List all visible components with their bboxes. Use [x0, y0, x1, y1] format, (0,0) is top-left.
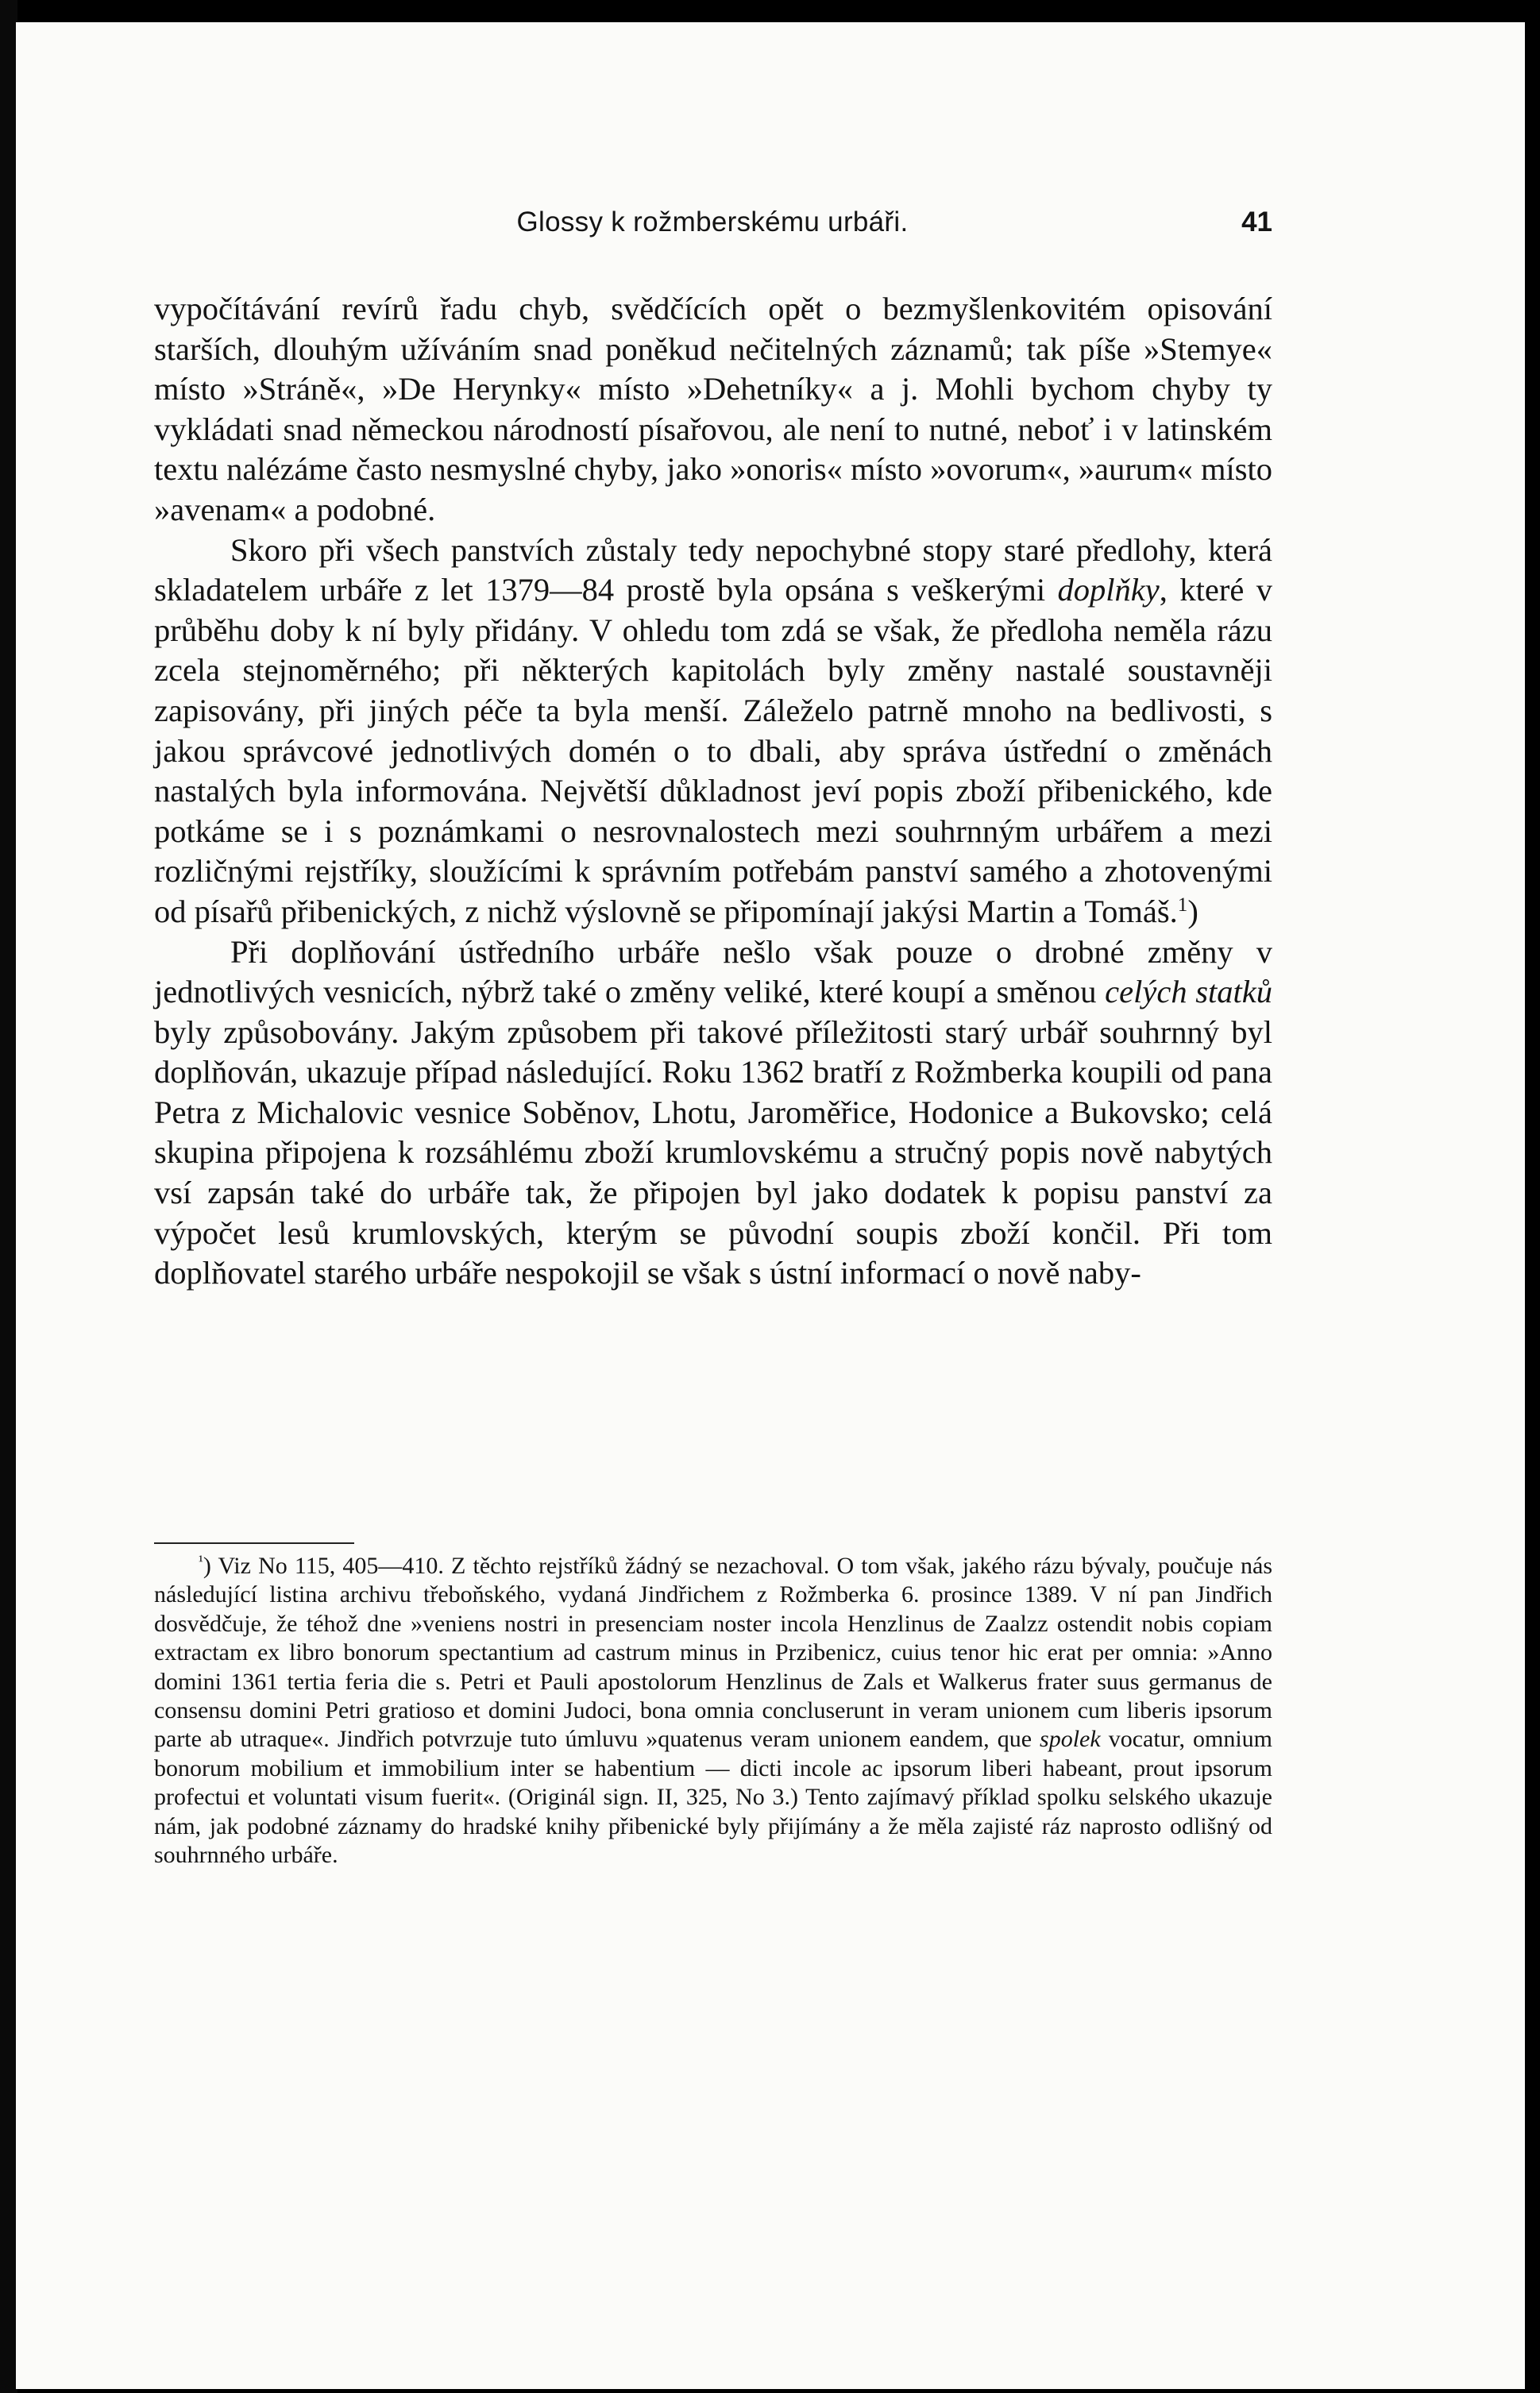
paragraph-1 [154, 289, 1272, 531]
page-header [152, 206, 1272, 257]
italic-doplnky: doplňky [1057, 572, 1160, 608]
scan-edge-shadow [0, 0, 17, 2393]
paragraph-2 [154, 531, 1272, 932]
footnote [154, 1552, 1272, 1870]
footnote-divider [154, 1542, 354, 1544]
italic-spolek: spolek [1040, 1726, 1101, 1753]
paragraph-3 [154, 932, 1272, 1294]
paragraph-2-text-a: Skoro při všech panstvích zůstaly tedy nepochybné stopy staré předlohy, která skladatelem urbáře z let 1379—84 prostě byla opsána s veškerými [154, 531, 1272, 608]
footnote-reference: 1 [1177, 894, 1188, 917]
main-text [154, 289, 1272, 1294]
running-title: Glossy k rožmberskému urbáři. [516, 206, 909, 237]
paragraph-3-text-b: byly způsobovány. Jakým způsobem při takové příležitosti starý urbář souhrnný byl doplňován, ukazuje případ následující. Roku 1362 bratří z Rožmberka koupili od pana Petra z Michalovic vesnice Soběnov, Lhotu, Jaroměřice, Hodonice a Bukovsko; celá skupina připojena k rozsáhlému zboží krumlovskému a stručný popis nově nabytých vsí zapsán také do urbáře tak, že připojen byl jako dodatek k popisu panství za výpočet lesů krumlovských, kterým se původní soupis zboží končil. Při tom doplňovatel starého urbáře nespokojil se však s ústní informací o nově naby- [154, 1013, 1272, 1291]
page-number: 41 [1241, 206, 1272, 237]
paragraph-3-text-a: Při doplňování ústředního urbáře nešlo však pouze o drobné změny v jednotlivých vesnicích, nýbrž také o změny veliké, které koupí a směnou [154, 933, 1272, 1010]
footnote-reference-paren: ) [1187, 893, 1198, 929]
italic-celych-statku: celých statků [1105, 974, 1273, 1010]
footnote-text-b: vocatur, omnium bonorum mobilium et immobilium inter se habentium — dicti incole ac ipsorum liberi habeant, prout ipsorum profectui et voluntati visum fuerit«. (Originál sign. II, 325, No 3.) Tento zajímavý příklad spolku selského ukazuje nám, jak podobné záznamy do hradské knihy přibenické byly přijímány a že měla zajisté ráz naprosto odlišný od souhrnného urbáře. [154, 1726, 1273, 1869]
book-page [16, 22, 1525, 2389]
paragraph-2-text-b: , které v průběhu doby k ní byly přidány. V ohledu tom zdá se však, že předloha neměla rázu zcela stejnoměrného; při některých kapitolách byly změny nastalé soustavněji zapisovány, při jiných péče ta byla menší. Záleželo patrně mnoho na bedlivosti, s jakou správcové jednotlivých domén o to dbali, aby správa ústřední o změnách nastalých byla informována. Největší důkladnost jeví popis zboží přibenického, kde potkáme se i s poznámkami o nesrovnalostech mezi souhrnným urbářem a mezi rozličnými rejstříky, sloužícími k správním potřebám panství samého a zhotovenými od písařů přibenických, z nichž výslovně se připomínají jakýsi Martin a Tomáš. [154, 572, 1273, 929]
footnote-marker: ¹ [199, 1553, 203, 1570]
footnote-text-a: ) Viz No 115, 405—410. Z těchto rejstříků žádný se nezachoval. O tom však, jakého rázu bývaly, poučuje nás následující listina archivu třeboňského, vydaná Jindřichem z Rožmberka 6. prosince 1389. V ní pan Jindřich dosvědčuje, že téhož dne »veniens nostri in presenciam noster incola Henzlinus de Zaalzz ostendit nobis copiam extractam ex libro bonorum spectantium ad castrum minus in Przibenicz, cuius tenor hic erat per omnia: »Anno domini 1361 tertia feria die s. Petri et Pauli apostolorum Henzlinus de Zals et Walkerus frater suus germanus de consensu domini Petri gratioso et domini Judoci, bona omnia concluserunt in veram unionem cum liberis ipsorum parte ab utraque«. Jindřich potvrzuje tuto úmluvu »quatenus veram unionem eandem, que [154, 1553, 1272, 1753]
paragraph-1-text: vypočítávání revírů řadu chyb, svědčících opět o bezmyšlenkovitém opisování starších, dlouhým užíváním snad poněkud nečitelných záznamů; tak píše »Stemye« místo »Stráně«, »De Herynky« místo »Dehetníky« a j. Mohli bychom chyby ty vykládati snad německou národností písařovou, ale není to nutné, neboť i v latinském textu nalézáme často nesmyslné chyby, jako »onoris« místo »ovorum«, »aurum« místo »avenam« a podobné. [154, 291, 1272, 527]
